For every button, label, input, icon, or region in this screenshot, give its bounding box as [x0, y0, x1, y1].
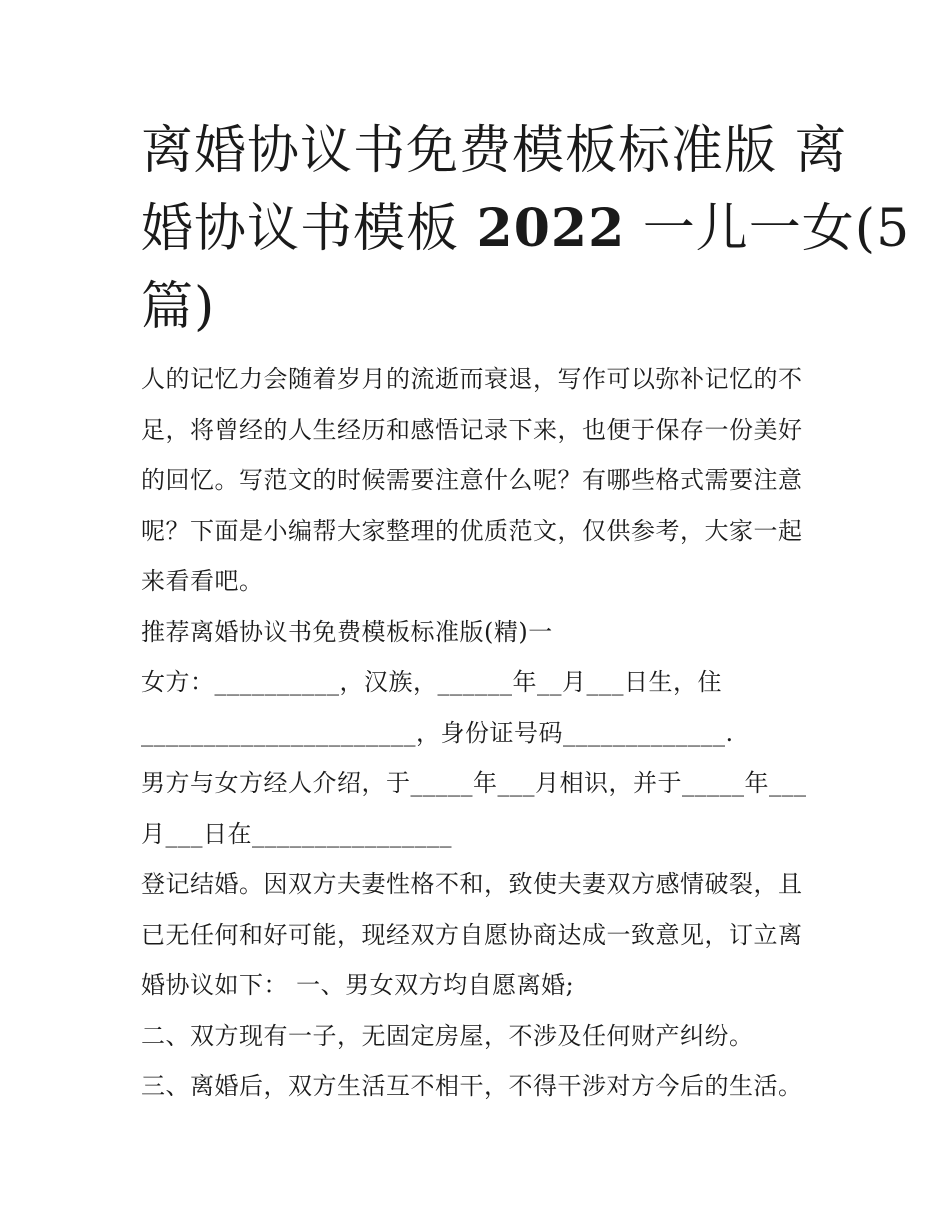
intro-line: 人的记忆力会随着岁月的流逝而衰退，写作可以弥补记忆的不	[141, 365, 803, 393]
body-line: 登记结婚。因双方夫妻性格不和，致使夫妻双方感情破裂，且	[141, 870, 803, 898]
document-body	[141, 354, 821, 1112]
title-year: 2022	[476, 198, 626, 259]
body-line: 婚协议如下： 一、男女双方均自愿离婚;	[141, 971, 575, 999]
section-heading: 推荐离婚协议书免费模板标准版(精)一	[141, 617, 553, 646]
intro-line: 的回忆。写范文的时候需要注意什么呢？有哪些格式需要注意	[141, 466, 803, 494]
form-line: 月___日在________________	[141, 819, 452, 848]
intro-line: 呢？下面是小编帮大家整理的优质范文，仅供参考，大家一起	[141, 516, 803, 545]
intro-line: 来看看吧。	[141, 567, 264, 595]
body-line: 已无任何和好可能，现经双方自愿协商达成一致意见，订立离	[141, 920, 803, 949]
document-title	[141, 112, 911, 346]
body-line: 二、双方现有一子，无固定房屋，不涉及任何财产纠纷。	[141, 1021, 754, 1050]
title-line-3: 篇)	[141, 277, 216, 337]
intro-line: 足，将曾经的人生经历和感悟记录下来，也便于保存一份美好	[141, 415, 803, 444]
title-line-2-prefix: 婚协议书模板	[141, 199, 477, 259]
form-line: 女方：__________，汉族，______年__月___日生，住	[141, 668, 722, 696]
title-line-2	[141, 190, 911, 268]
title-line-2-suffix: 一儿一女(5	[625, 199, 911, 259]
form-line: 男方与女方经人介绍，于_____年___月相识，并于_____年___	[141, 769, 807, 797]
title-line-1: 离婚协议书免费模板标准版 离	[141, 121, 848, 181]
body-line: 三、离婚后，双方生活互不相干，不得干涉对方今后的生活。	[141, 1072, 803, 1100]
form-line: ______________________，身份证号码_____________.	[141, 718, 734, 747]
